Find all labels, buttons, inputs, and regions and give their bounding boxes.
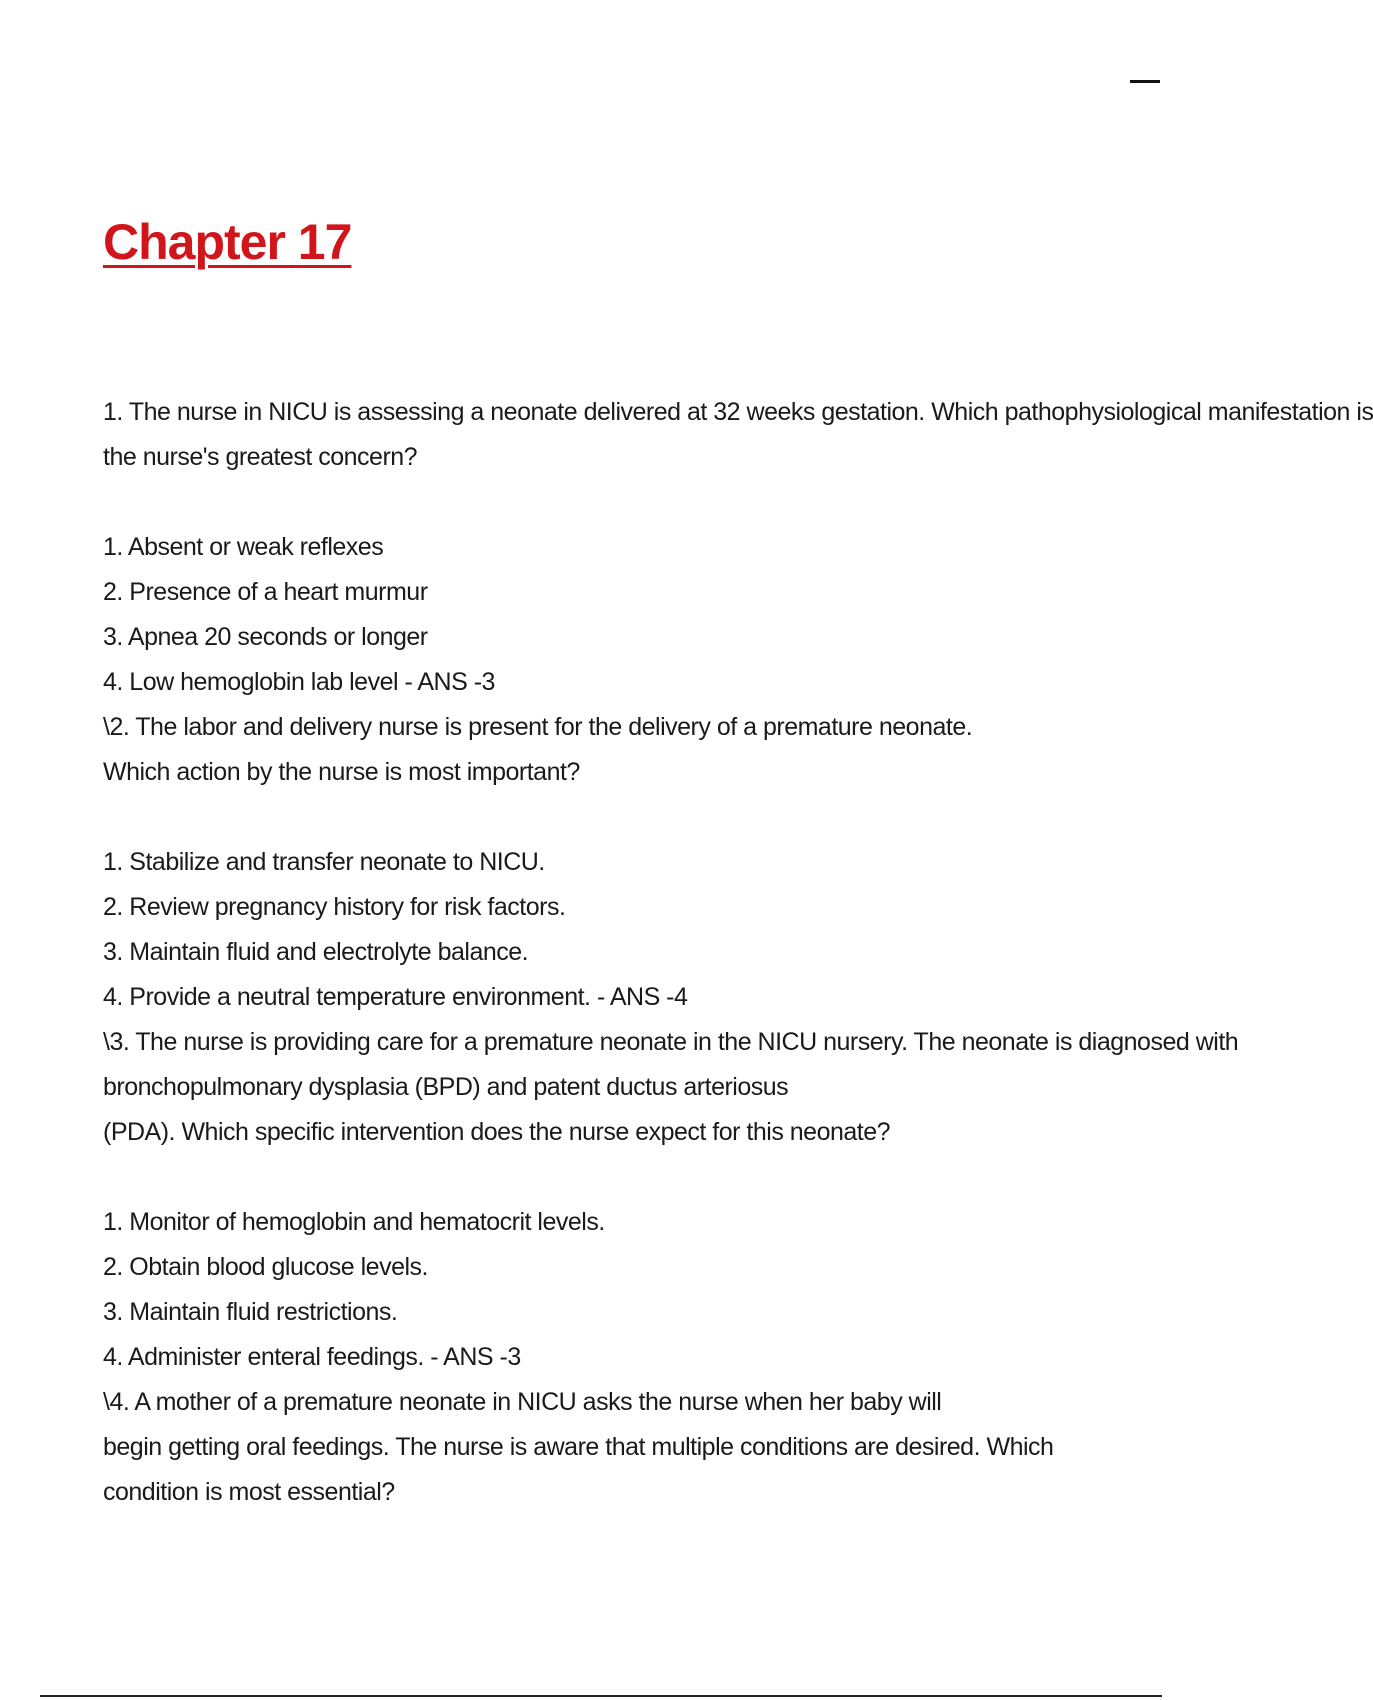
page-bottom-rule (40, 1695, 1162, 1697)
answer-option: 4. Administer enteral feedings. - ANS -3 (103, 1343, 521, 1371)
question-stem-line: (PDA). Which specific intervention does the nurse expect for this neonate? (103, 1118, 891, 1146)
question-3 (103, 1020, 1239, 1380)
spacer (103, 1155, 1103, 1200)
answer-option: 4. Low hemoglobin lab level - ANS -3 (103, 668, 495, 696)
question-stem-line: the nurse's greatest concern? (103, 443, 418, 471)
question-list (103, 390, 1373, 1515)
answer-option: 2. Obtain blood glucose levels. (103, 1253, 428, 1281)
question-1 (103, 390, 1373, 705)
spacer (103, 480, 1103, 525)
answer-option: 3. Maintain fluid and electrolyte balance. (103, 938, 529, 966)
question-2 (103, 705, 1103, 1020)
question-stem-line: bronchopulmonary dysplasia (BPD) and patent ductus arteriosus (103, 1073, 789, 1101)
question-4 (103, 1380, 1103, 1515)
answer-option: 2. Presence of a heart murmur (103, 578, 428, 606)
answer-option: 1. Stabilize and transfer neonate to NICU. (103, 848, 545, 876)
question-stem-line: begin getting oral feedings. The nurse is aware that multiple conditions are desired. Which (103, 1433, 1054, 1461)
answer-option: 4. Provide a neutral temperature environment. - ANS -4 (103, 983, 688, 1011)
question-stem-line: \2. The labor and delivery nurse is present for the delivery of a premature neonate. (103, 713, 973, 741)
answer-option: 3. Maintain fluid restrictions. (103, 1298, 398, 1326)
question-stem-line: \4. A mother of a premature neonate in NICU asks the nurse when her baby will (103, 1388, 942, 1416)
question-stem-line: 1. The nurse in NICU is assessing a neonate delivered at 32 weeks gestation. Which pathophysiological manifestation is (103, 398, 1373, 426)
answer-option: 1. Monitor of hemoglobin and hematocrit levels. (103, 1208, 605, 1236)
spacer (103, 795, 1103, 840)
top-right-dash-mark (1130, 80, 1160, 83)
question-stem-line: condition is most essential? (103, 1478, 395, 1506)
answer-option: 1. Absent or weak reflexes (103, 533, 384, 561)
chapter-title: Chapter 17 (103, 214, 352, 270)
question-stem-line: Which action by the nurse is most important? (103, 758, 580, 786)
answer-option: 3. Apnea 20 seconds or longer (103, 623, 428, 651)
question-stem-line: \3. The nurse is providing care for a premature neonate in the NICU nursery. The neonate is diagnosed with (103, 1028, 1239, 1056)
answer-option: 2. Review pregnancy history for risk factors. (103, 893, 566, 921)
